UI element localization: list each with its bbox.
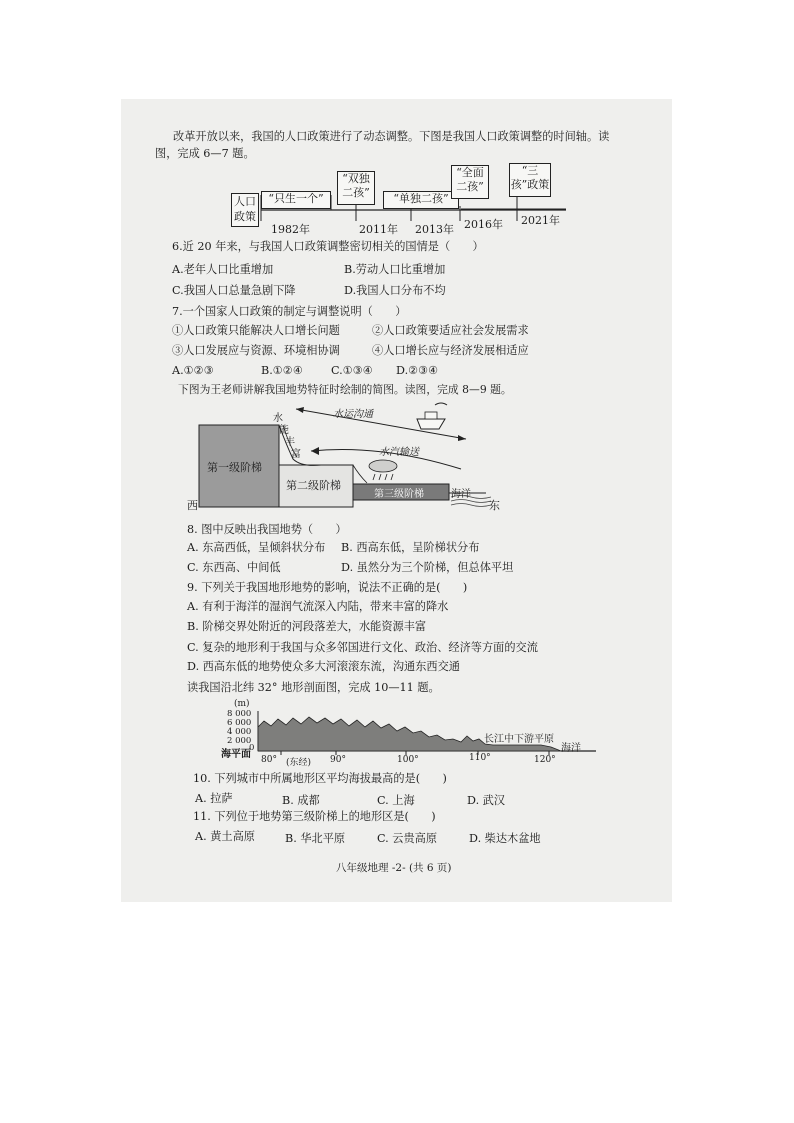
policy-box-5: “三孩”政策 xyxy=(509,163,551,197)
profile-y-tick-2000: 2 000 xyxy=(227,736,252,746)
q7-option-a: A.①②③ xyxy=(172,364,214,377)
x-tick-100: 100° xyxy=(397,755,419,765)
profile-y-tick-4000: 4 000 xyxy=(227,727,252,737)
intro-line-1: 改革开放以来，我国的人口政策进行了动态调整。下图是我国人口政策调整的时间轴。读 xyxy=(173,130,610,143)
profile-y-tick-0: 0 xyxy=(249,743,255,753)
yangtze-plain-label: 长江中下游平原 xyxy=(484,734,554,745)
q6-option-a: A.老年人口比重增加 xyxy=(172,263,274,276)
x-tick-90: 90° xyxy=(330,755,346,765)
year-label-1: 1982年 xyxy=(271,223,310,236)
policy-box-2: “双独二孩” xyxy=(337,171,375,205)
hydropower-label-2: 能 xyxy=(279,425,289,436)
q9-option-a: A. 有利于海洋的湿润气流深入内陆，带来丰富的降水 xyxy=(187,600,449,613)
q10-option-c: C. 上海 xyxy=(377,794,415,807)
q10-option-b: B. 成都 xyxy=(282,794,320,807)
q7-statement-3: ③人口发展应与资源、环境相协调 xyxy=(172,344,340,357)
q8-option-a: A. 东高西低，呈倾斜状分布 xyxy=(187,541,326,554)
policy-box-1: “只生一个” xyxy=(261,191,331,209)
year-label-3: 2013年 xyxy=(415,223,454,236)
timeline-start-label: 人口政策 xyxy=(231,193,259,227)
hydropower-label-4: 富 xyxy=(291,449,301,460)
q7-option-d: D.②③④ xyxy=(396,364,439,377)
q7-statement-2: ②人口政策要适应社会发展需求 xyxy=(372,324,529,337)
q9-option-c: C. 复杂的地形利于我国与众多邻国进行文化、政治、经济等方面的交流 xyxy=(187,641,538,654)
page-footer: 八年级地理 -2- (共 6 页) xyxy=(336,862,452,874)
q7-option-b: B.①②④ xyxy=(261,364,303,377)
step-3-label: 第三级阶梯 xyxy=(374,489,424,500)
q7-statement-4: ④人口增长应与经济发展相适应 xyxy=(372,344,529,357)
q10-option-d: D. 武汉 xyxy=(467,794,506,807)
q6-option-c: C.我国人口总量急剧下降 xyxy=(172,284,296,297)
x-tick-110: 110° xyxy=(469,753,491,763)
year-label-4: 2016年 xyxy=(464,218,503,231)
east-label: 东 xyxy=(489,499,500,512)
intro-q10-11: 读我国沿北纬 32° 地形剖面图，完成 10—11 题。 xyxy=(187,681,440,694)
q9-option-b: B. 阶梯交界处附近的河段落差大，水能资源丰富 xyxy=(187,620,427,633)
q6-option-d: D.我国人口分布不均 xyxy=(344,284,446,297)
q11-option-c: C. 云贵高原 xyxy=(377,832,438,845)
intro-line-2: 图，完成 6—7 题。 xyxy=(155,147,255,160)
x-tick-east-longitude: (东经) xyxy=(286,758,312,768)
q7-option-c: C.①③④ xyxy=(331,364,373,377)
step-2-label: 第二级阶梯 xyxy=(286,479,341,492)
year-label-2: 2011年 xyxy=(359,223,398,236)
year-label-5: 2021年 xyxy=(521,214,560,227)
ocean-label: 海洋 xyxy=(451,489,471,500)
x-tick-120: 120° xyxy=(534,755,556,765)
intro-q8-9: 下图为王老师讲解我国地势特征时绘制的简图。读图，完成 8—9 题。 xyxy=(178,383,512,396)
q9-stem: 9. 下列关于我国地形地势的影响，说法不正确的是( ) xyxy=(187,581,468,594)
q9-option-d: D. 西高东低的地势使众多大河滚滚东流，沟通东西交通 xyxy=(187,660,460,673)
q10-stem: 10. 下列城市中所属地形区平均海拔最高的是( ) xyxy=(193,772,447,785)
q6-option-b: B.劳动人口比重增加 xyxy=(344,263,446,276)
policy-box-4: “全面二孩” xyxy=(451,165,489,199)
q8-stem: 8. 图中反映出我国地势（ ） xyxy=(187,523,347,536)
q6-stem: 6.近 20 年来，与我国人口政策调整密切相关的国情是（ ） xyxy=(172,240,484,253)
step-1-label: 第一级阶梯 xyxy=(207,461,262,474)
q7-statement-1: ①人口政策只能解决人口增长问题 xyxy=(172,324,340,337)
x-tick-80: 80° xyxy=(261,755,277,765)
q11-option-d: D. 柴达木盆地 xyxy=(469,832,541,845)
q8-option-b: B. 西高东低，呈阶梯状分布 xyxy=(341,541,480,554)
sea-level-label: 海平面 xyxy=(221,749,251,760)
profile-y-tick-8000: 8 000 xyxy=(227,709,252,719)
policy-box-3: “单独二孩” xyxy=(383,191,459,209)
q8-option-d: D. 虽然分为三个阶梯，但总体平坦 xyxy=(341,561,514,574)
q7-stem: 7.一个国家人口政策的制定与调整说明（ ） xyxy=(172,305,407,318)
q11-option-b: B. 华北平原 xyxy=(285,832,346,845)
water-transport-label: 水运沟通 xyxy=(333,409,373,420)
exam-sheet xyxy=(121,99,672,902)
profile-unit: (m) xyxy=(234,699,250,709)
hydropower-label-1: 水 xyxy=(273,413,283,424)
vapor-transport-label: 水汽输送 xyxy=(379,447,419,458)
q8-option-c: C. 东西高、中间低 xyxy=(187,561,281,574)
q11-stem: 11. 下列位于地势第三级阶梯上的地形区是( ) xyxy=(193,810,436,823)
profile-y-tick-6000: 6 000 xyxy=(227,718,252,728)
profile-graphics xyxy=(121,99,672,789)
q11-option-a: A. 黄土高原 xyxy=(195,830,255,843)
hydropower-label-3: 丰 xyxy=(285,437,295,448)
west-label: 西 xyxy=(187,499,198,512)
q10-option-a: A. 拉萨 xyxy=(195,792,233,805)
profile-ocean-label: 海洋 xyxy=(561,743,581,754)
